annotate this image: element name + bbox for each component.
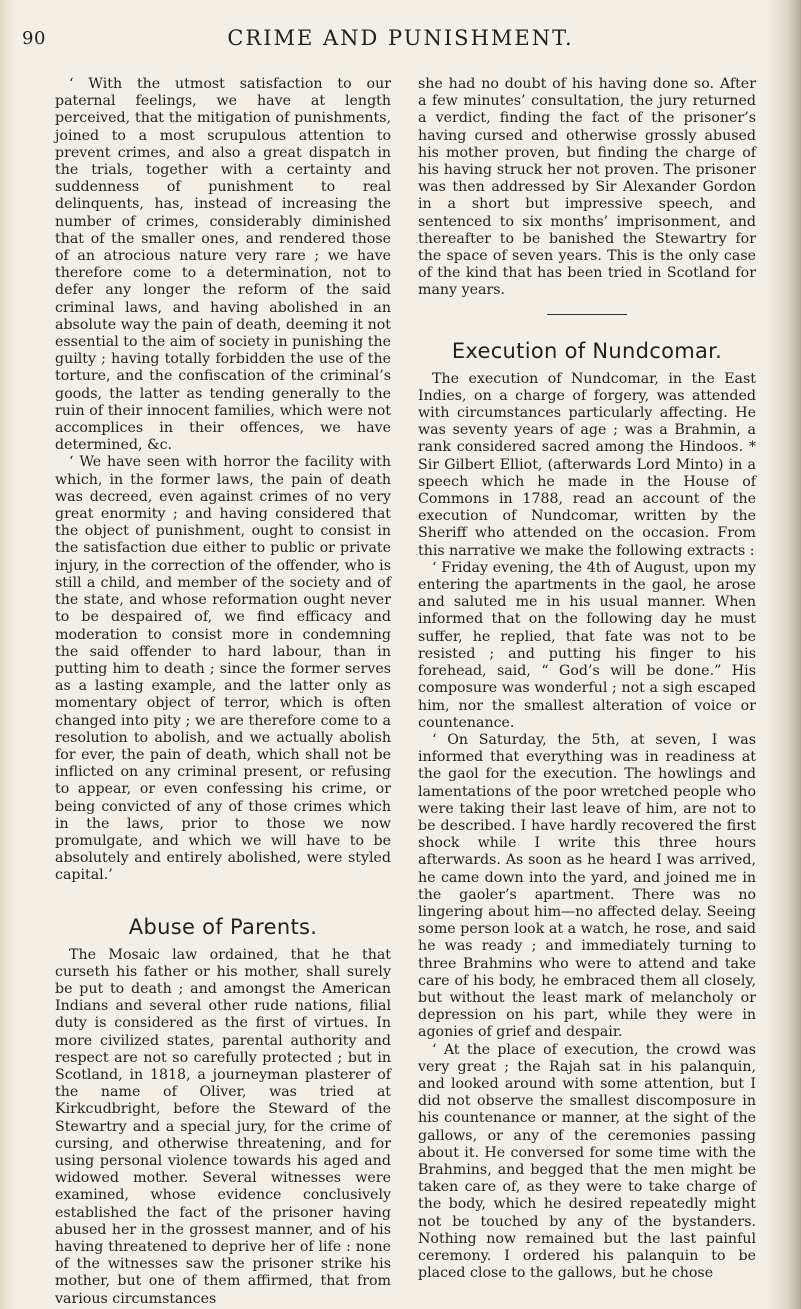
section-heading-abuse-of-parents: Abuse of Parents. — [128, 914, 318, 939]
page-number: 90 — [22, 28, 46, 49]
page-gutter-shadow — [0, 0, 14, 1309]
section-heading-execution-of-nundcomar: Execution of Nundcomar. — [451, 338, 723, 363]
body-paragraph: The Mosaic law ordained, that he that curseth his father or his mother, shall surely be put to death ; and amongst the American Indians and several other rude nations, filial duty is considered as the first of virtues. In more civilized states, parental authority and respect are not so carefully protected ; but in Scotland, in 1818, a journeyman plasterer of the name of Oliver, was tried at Kirkcudbright, before the Steward of the Stewartry and a special jury, for the crime of cursing, and otherwise threatening, and for using personal violence towards his aged and widowed mother. Several witnesses were examined, whose evidence conclusively established the fact of the prisoner having abused her in the grossest manner, and of his having threatened to deprive her of life : none of the witnesses saw the prisoner strike his mother, but one of them affirmed, that from various circumstances — [55, 946, 391, 1307]
quoted-paragraph: ‘ At the place of execution, the crowd was very great ; the Rajah sat in his palanquin, and looked around with some attention, but I did not observe the smallest discomposure in his countenance or manner, at the sight of the gallows, or any of the ceremonies passing about it. He conversed for some time with the Brahmins, and begged that the men might be taken care of, as they were to take charge of the body, which he desired repeatedly might not be touched by any of the bystanders. Nothing now remained but the last painful ceremony. I ordered his palanquin to be placed close to the gallows, but he chose — [418, 1041, 756, 1282]
quoted-paragraph: ‘ Friday evening, the 4th of August, upon my entering the apartments in the gaol, he arose and saluted me in his usual manner. When informed that on the following day he must suffer, he replied, that fate was not to be resisted ; and putting his finger to his forehead, said, “ God’s will be done.” His composure was wonderful ; not a sigh escaped him, nor the smallest alteration of voice or countenance. — [418, 559, 756, 731]
quoted-paragraph: ‘ On Saturday, the 5th, at seven, I was informed that everything was in readiness at the gaol for the execution. The howlings and lamentations of the poor wretched people who were taking their last leave of him, are not to be described. I have hardly recovered the first shock while I write this three hours afterwards. As soon as he heard I was arrived, he came down into the yard, and joined me in the gaoler’s apartment. There was no lingering about him—no affected delay. Seeing some person look at a watch, he rose, and said he was ready ; and immediately turning to three Brahmins who were to attend and take care of his body, he embraced them all closely, but without the least mark of melancholy or depression on his part, while they were in agonies of grief and despair. — [418, 731, 756, 1041]
page-header — [0, 24, 801, 60]
quoted-paragraph: ‘ With the utmost satisfaction to our paternal feelings, we have at length perceived, that the mitigation of punishments, joined to a most scrupulous attention to prevent crimes, and also a great dispatch in the trials, together with a certainty and suddenness of punishment to real delinquents, has, instead of increasing the number of crimes, considerably diminished that of the smaller ones, and rendered those of an atrocious nature very rare ; we have therefore come to a determination, not to defer any longer the reform of the said criminal laws, and having abolished in an absolute way the pain of death, deeming it not essential to the aim of society in punishing the guilty ; having totally forbidden the use of the torture, and the confiscation of the criminal’s goods, the latter as tending generally to the ruin of their innocent families, which were not accomplices in their offences, we have determined, &c. — [55, 76, 391, 454]
body-paragraph: she had no doubt of his having done so. After a few minutes’ consultation, the jury returned a verdict, finding the fact of the prisoner’s having cursed and otherwise grossly abused his mother proven, but finding the charge of his having struck her not proven. The prisoner was then addressed by Sir Alexander Gordon in a short but impressive speech, and sentenced to six months’ imprisonment, and thereafter to be banished the Stewartry for the space of seven years. This is the only case of the kind that has been tried in Scotland for many years. — [418, 76, 756, 299]
left-column — [55, 76, 391, 1308]
section-divider-rule — [547, 314, 627, 315]
body-paragraph: The execution of Nundcomar, in the East Indies, on a charge of forgery, was attended with circumstances particularly affecting. He was seventy years of age ; was a Brahmin, a rank considered sacred among the Hindoos. * Sir Gilbert Elliot, (afterwards Lord Minto) in a speech which he made in the House of Commons in 1788, read an account of the execution of Nundcomar, written by the Sheriff who attended on the occasion. From this narrative we make the following extracts : — [418, 370, 756, 559]
right-column — [418, 76, 756, 1282]
page-edge-shadow — [767, 0, 801, 1309]
quoted-paragraph: ‘ We have seen with horror the facility with which, in the former laws, the pain of death was decreed, even against crimes of no very great enormity ; and having considered that the object of punishment, ought to consist in the satisfaction due either to public or private injury, in the correction of the offender, who is still a child, and member of the society and of the state, and whose reformation ought never to be despaired of, we find efficacy and moderation to consist more in condemning the said offender to hard labour, than in putting him to death ; since the former serves as a lasting example, and the latter only as momentary object of terror, which is often changed into pity ; we are therefore come to a resolution to abolish, and we actually abolish for ever, the pain of death, which shall not be inflicted on any criminal present, or refusing to appear, or even confessing his crime, or being convicted of any of those crimes which in the laws, prior to those we now promulgate, and which we will have to be absolutely and entirely abolished, were styled capital.’ — [55, 454, 391, 884]
running-head: CRIME AND PUNISHMENT. — [227, 26, 574, 50]
